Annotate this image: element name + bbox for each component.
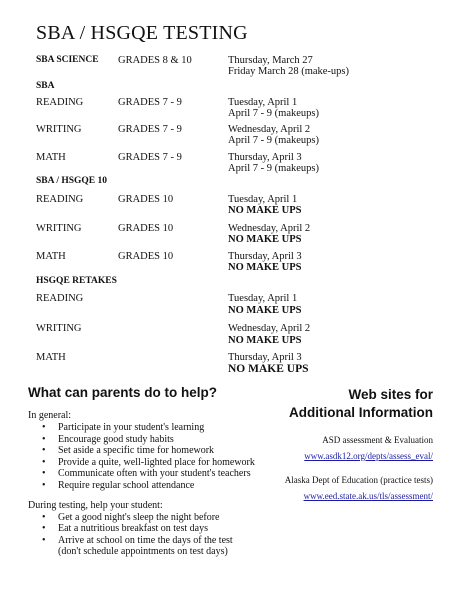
spacer xyxy=(263,464,433,475)
bullet-icon: • xyxy=(42,456,46,468)
bullet-icon: • xyxy=(42,479,46,491)
list-item xyxy=(42,523,278,535)
bullet-icon: • xyxy=(42,534,46,546)
web-sites-heading xyxy=(263,386,433,422)
list-item-text: Communicate often with your student's teachers xyxy=(58,468,251,480)
section-label-sba-science: SBA SCIENCE xyxy=(36,55,99,65)
subject: READING xyxy=(36,97,84,108)
no-makeup-note: NO MAKE UPS xyxy=(228,305,302,316)
list-item xyxy=(42,445,278,457)
list-item xyxy=(42,534,278,547)
bullet-icon: • xyxy=(42,445,46,457)
web-sites-section xyxy=(263,386,433,504)
section-label-sba: SBA xyxy=(36,81,55,91)
list-item-text: Get a good night's sleep the night before xyxy=(58,511,220,523)
makeup-date: April 7 - 9 (makeups) xyxy=(228,108,319,119)
list-item xyxy=(42,422,278,434)
list-item-text: Require regular school attendance xyxy=(58,479,195,491)
testing-tips-list xyxy=(28,512,278,558)
makeup-date: April 7 - 9 (makeups) xyxy=(228,163,319,174)
general-tips-list xyxy=(28,422,278,492)
list-item-continuation xyxy=(58,546,278,558)
date: Wednesday, April 2 xyxy=(228,124,311,135)
grades: GRADES 7 - 9 xyxy=(118,152,182,163)
subject: READING xyxy=(36,194,84,205)
date: Thursday, March 27 xyxy=(228,55,313,66)
list-item xyxy=(42,433,278,446)
date: Thursday, April 3 xyxy=(228,152,302,163)
general-intro: In general: xyxy=(28,410,72,421)
asd-label: ASD assessment & Evaluation xyxy=(322,435,433,445)
list-item-text: Encourage good study habits xyxy=(58,433,174,445)
subject: READING xyxy=(36,293,84,304)
list-item xyxy=(42,468,278,480)
subject: MATH xyxy=(36,352,66,363)
list-item-text: Arrive at school on time the days of the test xyxy=(58,534,233,546)
web-heading-line1: Web sites for xyxy=(348,387,433,402)
grades: GRADES 7 - 9 xyxy=(118,97,182,108)
bullet-icon: • xyxy=(42,468,46,480)
date: Tuesday, April 1 xyxy=(228,97,298,108)
list-item xyxy=(42,511,278,524)
makeup-date: Friday March 28 (make-ups) xyxy=(228,66,350,77)
list-item-text: Eat a nutritious breakfast on test days xyxy=(58,523,208,535)
list-item-text: (don't schedule appointments on test days) xyxy=(58,546,228,558)
section-label-sba-hsgqe: SBA / HSGQE 10 xyxy=(36,176,108,186)
grades: GRADES 10 xyxy=(118,194,174,205)
date: Thursday, April 3 xyxy=(228,352,302,363)
grades: GRADES 10 xyxy=(118,251,174,262)
subject: WRITING xyxy=(36,323,82,334)
subject: MATH xyxy=(36,251,66,262)
bullet-icon: • xyxy=(42,422,46,433)
section-label-retakes: HSGQE RETAKES xyxy=(36,276,117,286)
list-item-text: Provide a quite, well-lighted place for homework xyxy=(58,456,255,468)
page-title: SBA / HSGQE TESTING xyxy=(36,22,248,44)
grades: GRADES 8 & 10 xyxy=(118,55,192,66)
list-item-text: Participate in your student's learning xyxy=(58,422,205,433)
no-makeup-note: NO MAKE UPS xyxy=(228,262,302,273)
date: Wednesday, April 2 xyxy=(228,223,311,234)
parents-help-section xyxy=(28,385,278,566)
date: Tuesday, April 1 xyxy=(228,293,298,304)
list-item xyxy=(42,456,278,469)
eed-label: Alaska Dept of Education (practice tests) xyxy=(284,475,433,485)
no-makeup-note: NO MAKE UPS xyxy=(228,335,302,346)
subject: MATH xyxy=(36,152,66,163)
web-heading-line2: Additional Information xyxy=(289,405,433,420)
date: Wednesday, April 2 xyxy=(228,323,311,334)
no-makeup-note: NO MAKE UPS xyxy=(228,234,302,245)
subject: WRITING xyxy=(36,124,82,135)
bullet-icon: • xyxy=(42,511,46,523)
no-makeup-note: NO MAKE UPS xyxy=(228,363,309,375)
list-item xyxy=(42,479,278,492)
makeup-date: April 7 - 9 (makeups) xyxy=(228,135,319,146)
eed-link[interactable]: www.eed.state.ak.us/tls/assessment/ xyxy=(303,491,433,501)
asd-link[interactable]: www.asdk12.org/depts/assess_eval/ xyxy=(304,451,433,461)
grades: GRADES 10 xyxy=(118,223,174,234)
bullet-icon: • xyxy=(42,433,46,445)
testing-intro: During testing, help your student: xyxy=(28,499,163,511)
grades: GRADES 7 - 9 xyxy=(118,124,182,135)
date: Thursday, April 3 xyxy=(228,251,302,262)
date: Tuesday, April 1 xyxy=(228,194,298,205)
no-makeup-note: NO MAKE UPS xyxy=(228,205,302,216)
bullet-icon: • xyxy=(42,523,46,535)
parents-heading: What can parents do to help? xyxy=(28,385,218,400)
subject: WRITING xyxy=(36,223,82,234)
list-item-text: Set aside a specific time for homework xyxy=(58,445,215,457)
